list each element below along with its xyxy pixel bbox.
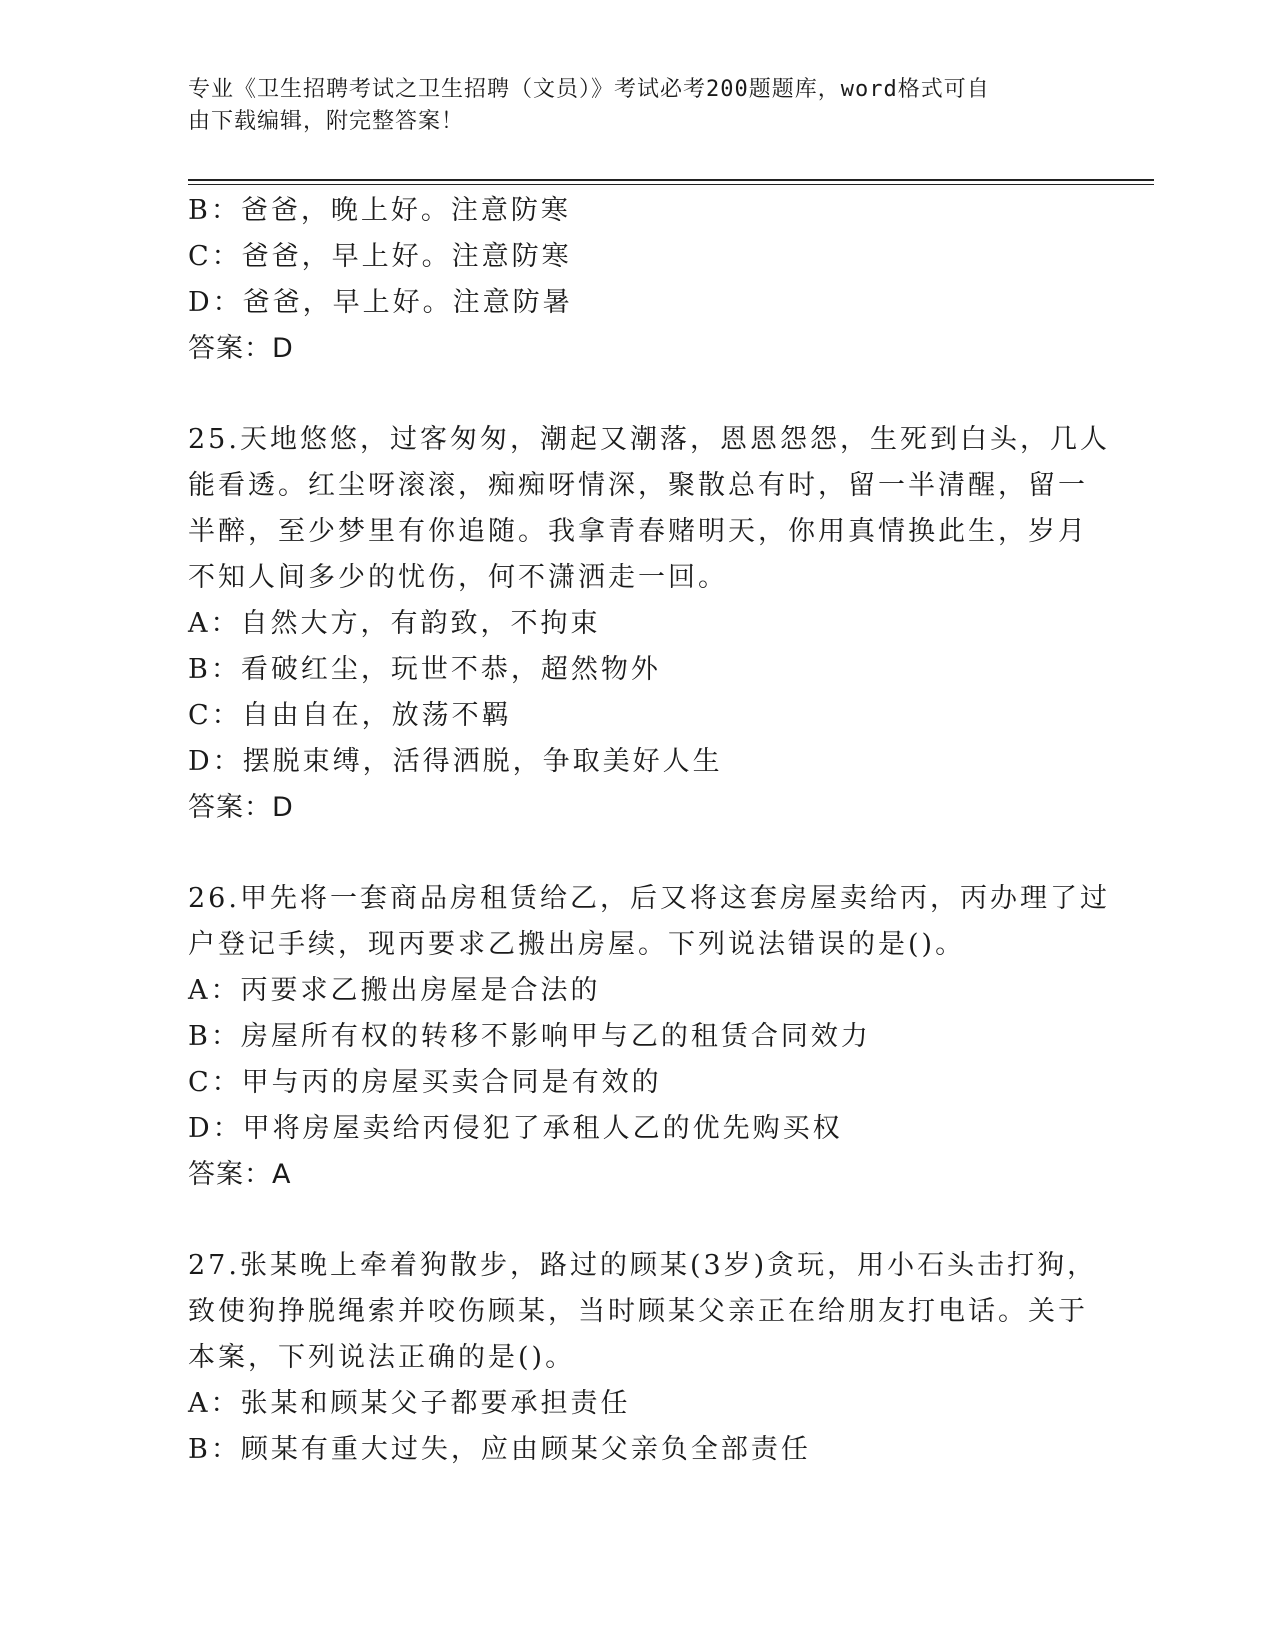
header-line-2: 由下载编辑，附完整答案！ (188, 109, 465, 134)
option-a: A：自然大方，有韵致，不拘束 (188, 608, 601, 639)
question-stem-line: 25.天地悠悠，过客匆匆，潮起又潮落，恩恩怨怨，生死到白头，几人 (188, 424, 1110, 455)
option-b: B：顾某有重大过失，应由顾某父亲负全部责任 (188, 1434, 811, 1465)
option-c: C：自由自在，放荡不羁 (188, 700, 512, 731)
header-divider-thin (188, 184, 1154, 185)
option-b: B：爸爸，晚上好。注意防寒 (188, 195, 571, 226)
option-b: B：看破红尘，玩世不恭，超然物外 (188, 654, 661, 685)
question-26 (188, 876, 1110, 1198)
question-content (188, 188, 1110, 1473)
question-stem-line: 能看透。红尘呀滚滚，痴痴呀情深，聚散总有时，留一半清醒，留一 (188, 470, 1088, 501)
option-a: A：张某和顾某父子都要承担责任 (188, 1388, 631, 1419)
answer-line: 答案：A (188, 1159, 292, 1190)
question-stem-line: 不知人间多少的忧伤，何不潇洒走一回。 (188, 562, 728, 593)
question-stem-line: 致使狗挣脱绳索并咬伤顾某，当时顾某父亲正在给朋友打电话。关于 (188, 1296, 1088, 1327)
option-b: B：房屋所有权的转移不影响甲与乙的租赁合同效力 (188, 1021, 871, 1052)
option-c: C：爸爸，早上好。注意防寒 (188, 241, 572, 272)
option-d: D：摆脱束缚，活得洒脱，争取美好人生 (188, 746, 723, 777)
answer-line: 答案：D (188, 333, 294, 364)
answer-line: 答案：D (188, 792, 294, 823)
question-stem-line: 半醉，至少梦里有你追随。我拿青春赌明天，你用真情换此生，岁月 (188, 516, 1088, 547)
header-divider-thick (188, 179, 1154, 181)
option-d: D：甲将房屋卖给丙侵犯了承租人乙的优先购买权 (188, 1113, 843, 1144)
option-d: D：爸爸，早上好。注意防暑 (188, 287, 573, 318)
question-27 (188, 1243, 1098, 1473)
page-header (188, 74, 1088, 138)
question-stem-line: 户登记手续，现丙要求乙搬出房屋。下列说法错误的是()。 (188, 929, 966, 960)
question-24 (188, 188, 1088, 372)
question-stem-line: 27.张某晚上牵着狗散步，路过的顾某(3岁)贪玩，用小石头击打狗， (188, 1250, 1098, 1281)
header-line-1: 专业《卫生招聘考试之卫生招聘（文员）》考试必考200题题库，word格式可自 (188, 77, 990, 102)
option-a: A：丙要求乙搬出房屋是合法的 (188, 975, 601, 1006)
option-c: C：甲与丙的房屋买卖合同是有效的 (188, 1067, 662, 1098)
question-stem-line: 本案，下列说法正确的是()。 (188, 1342, 576, 1373)
question-stem-line: 26.甲先将一套商品房租赁给乙，后又将这套房屋卖给丙，丙办理了过 (188, 883, 1110, 914)
question-25 (188, 417, 1110, 831)
